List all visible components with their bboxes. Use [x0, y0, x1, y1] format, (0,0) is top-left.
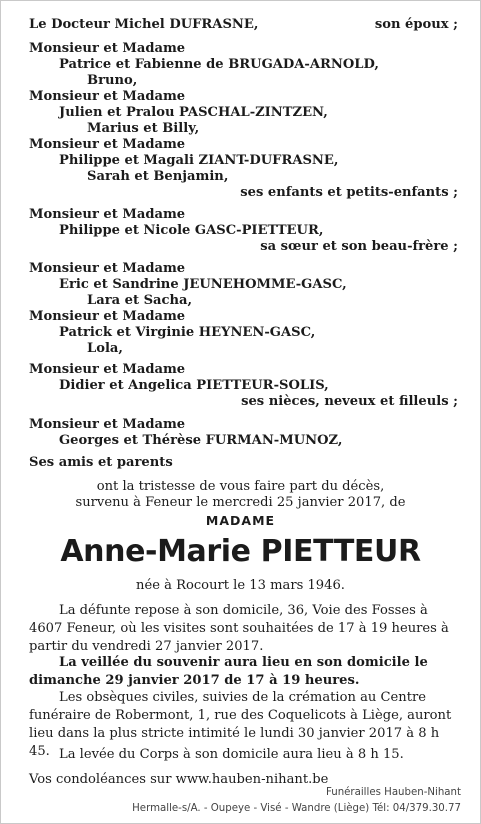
- family-group-names: Patrick et Virginie HEYNEN-GASC,: [59, 325, 316, 340]
- honorific: MADAME: [205, 513, 276, 528]
- family-group-title: Monsieur et Madame: [29, 41, 186, 56]
- family-group-title: Monsieur et Madame: [29, 261, 186, 276]
- funeral-text: Les obsèques civiles, suivies de la crémation au Centre funéraire de Robermont, 1, rue des Coquelicots à Liège, auront lieu dans la plus stricte intimité le lundi 30 janvier 2017 à 8 h 45.: [29, 690, 452, 759]
- family-group-names: Philippe et Nicole GASC-PIETTEUR,: [59, 223, 324, 238]
- family-group-children: Sarah et Benjamin,: [87, 169, 229, 184]
- family-group-title: Monsieur et Madame: [29, 362, 186, 377]
- deceased-name: Anne-Marie PIETTEUR: [60, 534, 421, 569]
- announcement-line: survenu à Feneur le mercredi 25 janvier 2017, de: [75, 495, 406, 510]
- family-group-title: Monsieur et Madame: [29, 417, 186, 432]
- family-group-children: Lola,: [87, 341, 123, 356]
- condolences-line: Vos condoléances sur www.hauben-nihant.be: [29, 772, 329, 787]
- vigil-paragraph: [29, 654, 455, 690]
- family-group-children: Marius et Billy,: [87, 121, 200, 136]
- family-relation: ses enfants et petits-enfants ;: [240, 185, 458, 200]
- departure-text: La levée du Corps à son domicile aura lieu à 8 h 15.: [59, 747, 404, 762]
- family-relation: sa sœur et son beau-frère ;: [260, 239, 458, 254]
- husband-name: Le Docteur Michel DUFRASNE,: [29, 17, 259, 32]
- family-group-names: Georges et Thérèse FURMAN-MUNOZ,: [59, 433, 343, 448]
- visitation-text: La défunte repose à son domicile, 36, Voie des Fosses à 4607 Feneur, où les visites sont souhaitées de 17 à 19 heures à partir du vendredi 27 janvier 2017.: [29, 603, 449, 654]
- family-group-children: Bruno,: [87, 73, 138, 88]
- announcement-line: ont la tristesse de vous faire part du décès,: [96, 479, 385, 494]
- family-group-names: Eric et Sandrine JEUNEHOMME-GASC,: [59, 277, 347, 292]
- birth-info: née à Rocourt le 13 mars 1946.: [136, 578, 345, 593]
- departure-paragraph: [29, 746, 455, 764]
- family-group-title: Monsieur et Madame: [29, 207, 186, 222]
- vigil-text: La veillée du souvenir aura lieu en son domicile le dimanche 29 janvier 2017 de 17 à 19 heures.: [29, 655, 428, 688]
- family-group-title: Monsieur et Madame: [29, 309, 186, 324]
- family-group-names: Julien et Pralou PASCHAL-ZINTZEN,: [59, 105, 328, 120]
- husband-relation: son époux ;: [374, 17, 458, 32]
- funeral-home-name: Funérailles Hauben-Nihant: [325, 787, 461, 798]
- family-group-title: Monsieur et Madame: [29, 89, 186, 104]
- family-group-names: Patrice et Fabienne de BRUGADA-ARNOLD,: [59, 57, 379, 72]
- friends-and-relatives: Ses amis et parents: [29, 455, 173, 470]
- family-group-title: Monsieur et Madame: [29, 137, 186, 152]
- family-group-names: Philippe et Magali ZIANT-DUFRASNE,: [59, 153, 339, 168]
- funeral-home-locations: Hermalle-s/A. - Oupeye - Visé - Wandre (Liège) Tél: 04/379.30.77: [132, 803, 461, 814]
- family-relation: ses nièces, neveux et filleuls ;: [241, 394, 458, 409]
- visitation-paragraph: [29, 602, 455, 656]
- family-group-names: Didier et Angelica PIETTEUR-SOLIS,: [59, 378, 329, 393]
- family-group-children: Lara et Sacha,: [87, 293, 193, 308]
